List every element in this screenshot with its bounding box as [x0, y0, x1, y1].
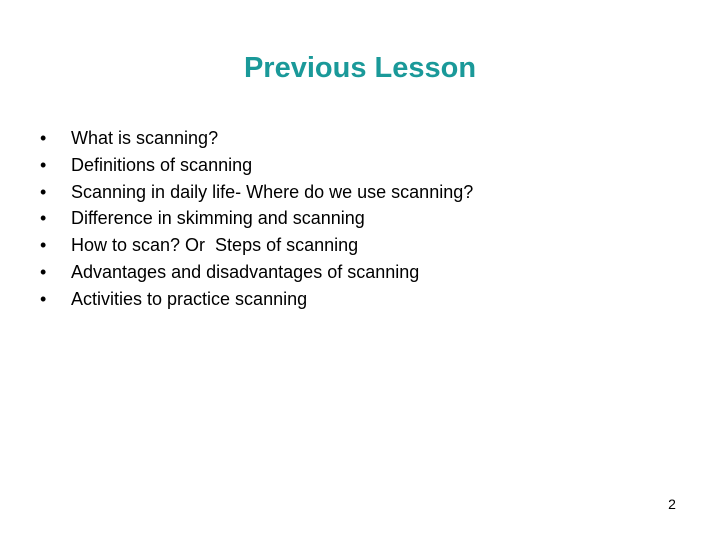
bullet-icon: • — [40, 154, 47, 175]
bullet-icon: • — [40, 235, 47, 256]
list-item-text: Definitions of scanning — [71, 154, 253, 175]
list-item — [40, 179, 473, 206]
bullet-icon: • — [40, 208, 47, 229]
bullet-icon: • — [40, 128, 47, 148]
list-item — [40, 259, 473, 286]
page-number: 2 — [668, 496, 676, 512]
bullet-list — [40, 125, 473, 313]
list-item — [40, 205, 473, 232]
bullet-icon: • — [40, 288, 47, 309]
list-item-text: Advantages and disadvantages of scanning — [71, 261, 420, 282]
list-item-text: How to scan? Or Steps of scanning — [71, 235, 359, 256]
list-item — [40, 286, 473, 313]
bullet-icon: • — [40, 181, 47, 202]
list-item-text: Scanning in daily life- Where do we use scanning? — [71, 181, 474, 202]
list-item — [40, 125, 473, 152]
list-item-text: Difference in skimming and scanning — [71, 208, 365, 229]
list-item-text: Activities to practice scanning — [71, 288, 308, 309]
list-item — [40, 232, 473, 259]
slide-title: Previous Lesson — [243, 52, 477, 84]
list-item — [40, 152, 473, 179]
list-item-text: What is scanning? — [71, 128, 219, 148]
bullet-icon: • — [40, 261, 47, 282]
